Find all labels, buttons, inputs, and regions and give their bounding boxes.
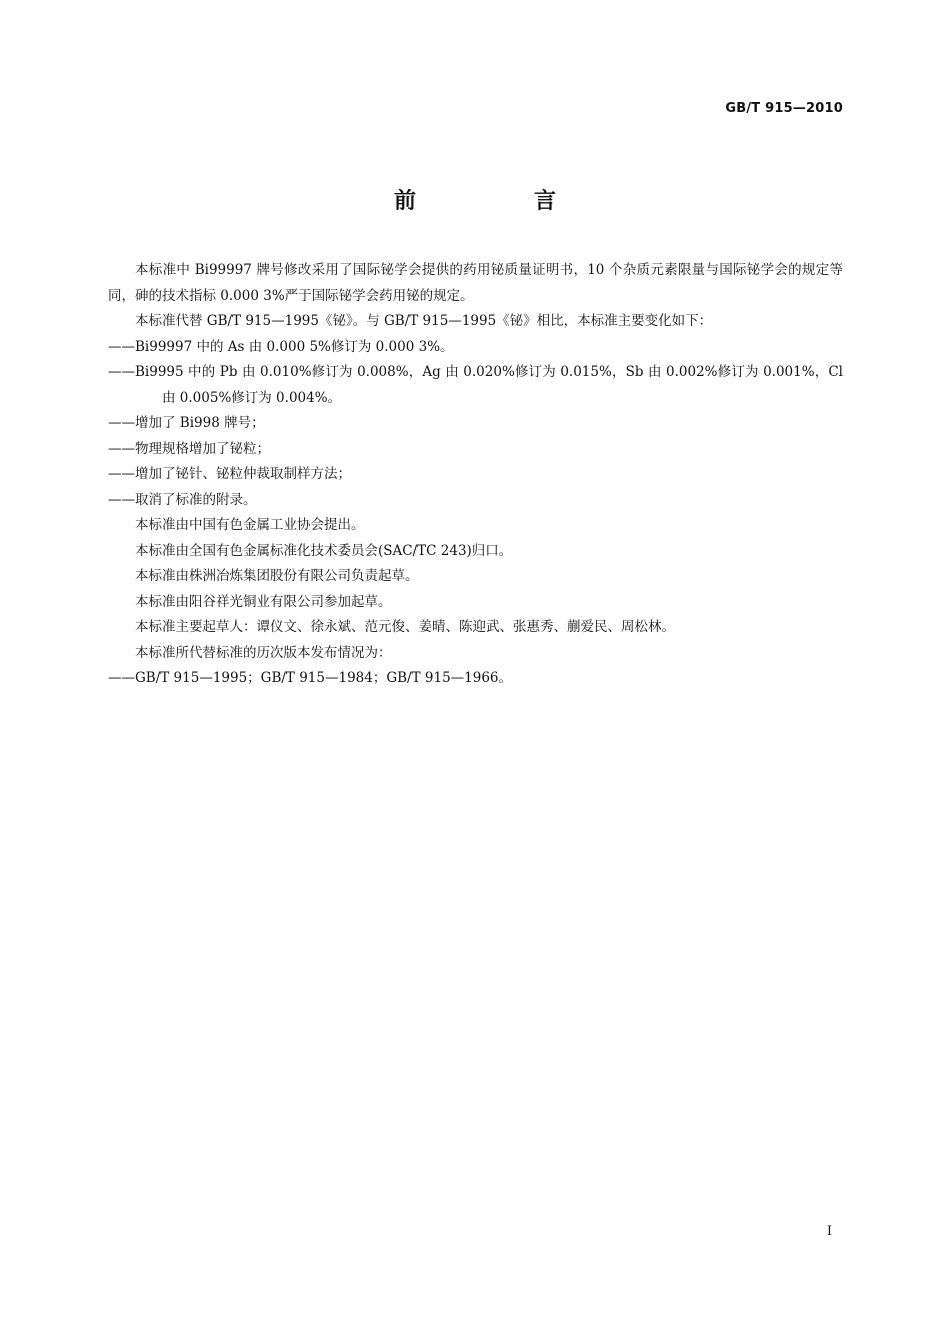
paragraph-replacement: 本标准代替 GB/T 915—1995《铋》。与 GB/T 915—1995《铋》相比，本标准主要变化如下： [135,313,713,329]
statement-participating-unit: 本标准由阳谷祥光铜业有限公司参加起草。 [135,593,392,610]
paragraph-adoption: 本标准中 Bi99997 牌号修改采用了国际铋学会提供的药用铋质量证明书，10 个杂质元素限量与国际铋学会的规定等同，砷的技术指标 0.000 3%严于国际铋学会药用铋的规定。 [108,262,843,304]
statement-drafters: 本标准主要起草人：谭仪文、徐永斌、范元俊、姜晴、陈迎武、张惠秀、蒯爱民、周松林。 [135,619,675,635]
page-title: 前 言 [393,189,604,214]
standard-code: GB/T 915—2010 [725,101,843,116]
change-item: ——Bi99997 中的 As 由 0.000 5%修订为 0.000 3%。 [108,338,454,355]
statement-proposer: 本标准由中国有色金属工业协会提出。 [135,517,365,533]
change-item: ——取消了标准的附录。 [108,491,257,508]
foreword-body [108,258,843,692]
statement-committee: 本标准由全国有色金属标准化技术委员会(SAC/TC 243)归口。 [135,542,513,559]
history-item: ——GB/T 915—1995；GB/T 915—1984；GB/T 915—1966。 [108,670,513,686]
change-item: ——物理规格增加了铋粒； [108,440,270,457]
change-item: ——Bi9995 中的 Pb 由 0.010%修订为 0.008%，Ag 由 0.020%修订为 0.015%，Sb 由 0.002%修订为 0.001%，Cl 由 0.005%修订为 0.004%。 [108,364,843,406]
statement-history-intro: 本标准所代替标准的历次版本发布情况为： [135,644,392,661]
statement-drafting-unit: 本标准由株洲冶炼集团股份有限公司负责起草。 [135,568,419,584]
change-item: ——增加了铋针、铋粒仲裁取制样方法； [108,466,351,482]
page-number: Ⅰ [826,1224,832,1239]
change-item: ——增加了 Bi998 牌号； [108,415,265,431]
